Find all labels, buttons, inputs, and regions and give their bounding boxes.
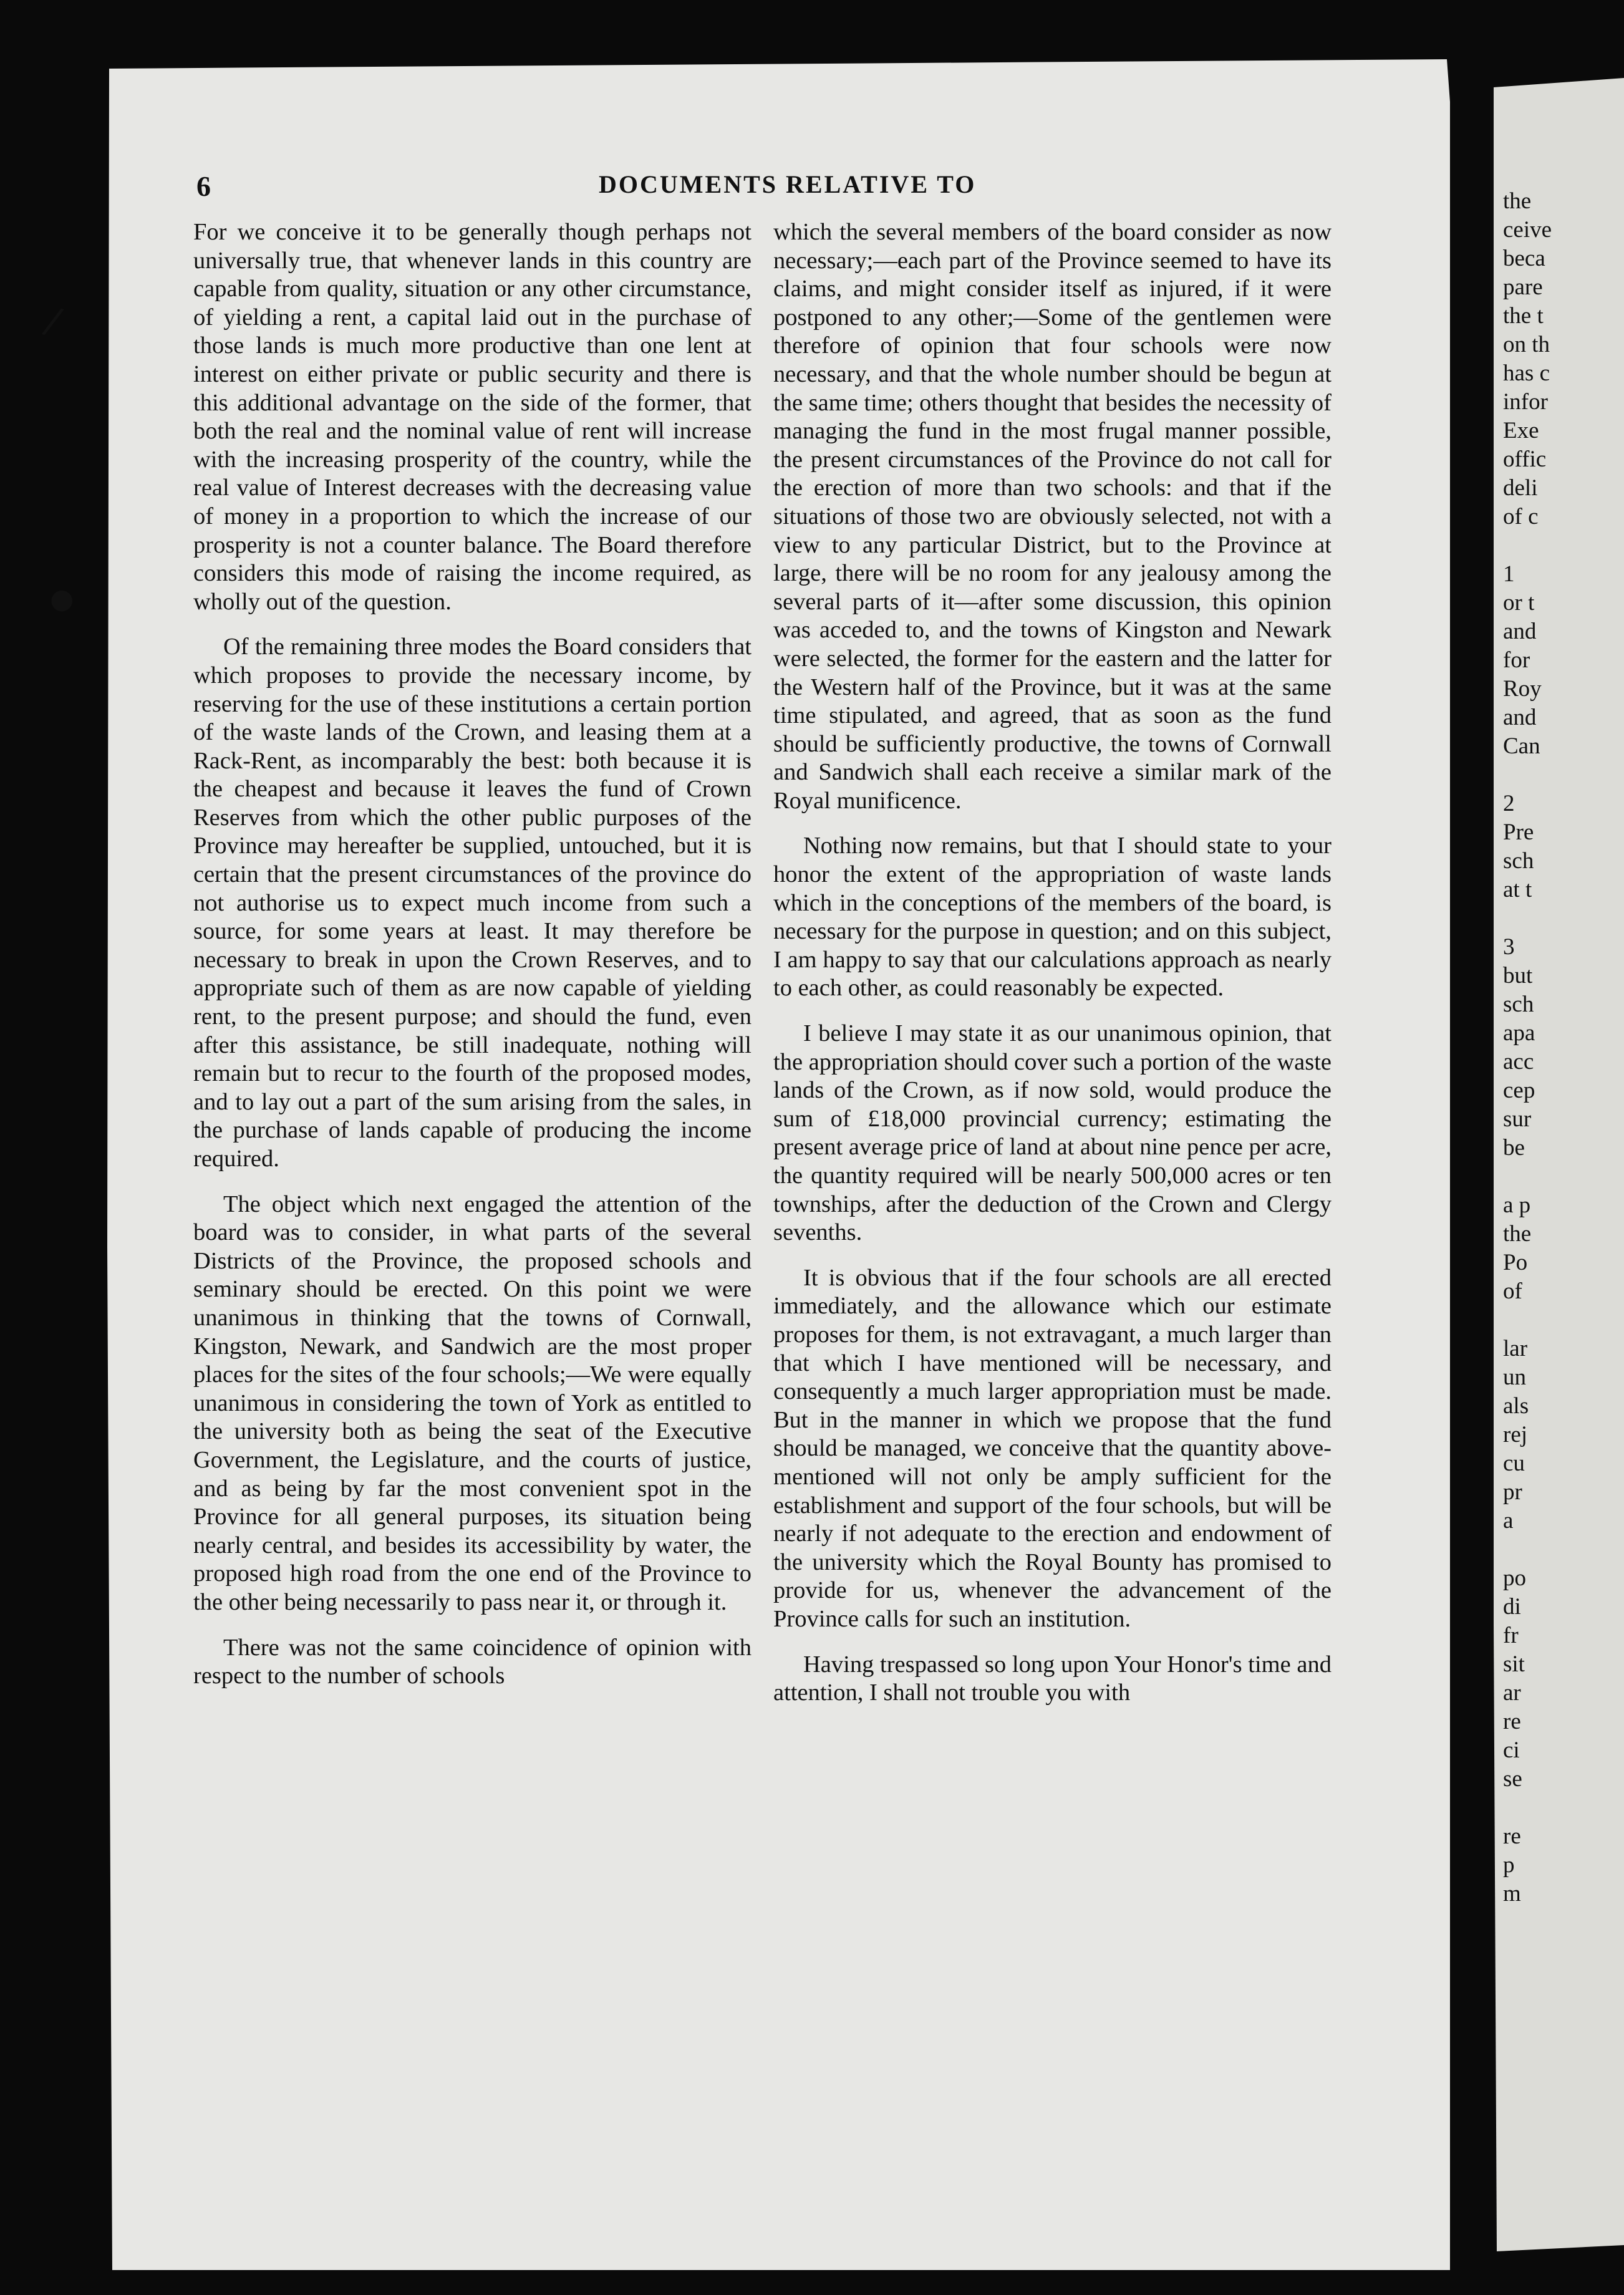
facing-page-fragment: acc xyxy=(1503,1049,1534,1075)
facing-page-fragment: lar xyxy=(1503,1336,1528,1361)
facing-page-fragment: sur xyxy=(1503,1106,1532,1132)
facing-page-fragment: on th xyxy=(1503,332,1550,357)
facing-page-fragment: apa xyxy=(1503,1020,1535,1046)
facing-page-fragment xyxy=(1503,531,1622,560)
facing-page-fragment: infor xyxy=(1503,389,1548,415)
facing-page-fragment: deli xyxy=(1503,475,1538,501)
facing-page-fragment: for xyxy=(1503,647,1530,673)
paragraph: Having trespassed so long upon Your Honor's time and attention, I shall not trouble you with xyxy=(773,1651,1332,1706)
facing-page-fragment: and xyxy=(1503,705,1537,730)
paragraph: The object which next engaged the attention of the board was to consider, in what parts of the several Districts of the Province, the proposed schools and seminary should be erected. On this point we were unanimous in thinking that the towns of Cornwall, Kingston, Newark, and Sandwich are the most proper places for the sites of the four schools;—We were equally unanimous in considering the town of York as entitled to the university both as being the seat of the Executive Government, the Legislature, and the courts of justice, and as being by far the most convenient spot in the Province for all general purposes, its situation being nearly central, and besides its accessibility by water, the proposed high road from the one end of the Province to the other being necessarily to pass near it, or through it. xyxy=(193,1191,752,1615)
paragraph: I believe I may state it as our unanimous opinion, that the appropriation should cover such a portion of the waste lands of the Crown, as if now sold, would produce the sum of £18,000 provincial currency; estimating the present average price of land at about nine pence per acre, the quantity required will be nearly 500,000 acres or ten townships, after the deduction of the Crown and Clergy sevenths. xyxy=(773,1020,1332,1246)
facing-page-fragment: sit xyxy=(1503,1651,1525,1677)
paragraph: Nothing now remains, but that I should state to your honor the extent of the appropriation of waste lands which in the conceptions of the members of the board, is necessary for the purpose in question; and on this subject, I am happy to say that our calculations approach as nearly to each other, as could reasonably be expected. xyxy=(773,833,1332,1002)
facing-page-fragment: Po xyxy=(1503,1250,1528,1275)
facing-page-fragment: fr xyxy=(1503,1623,1519,1648)
paragraph: Of the remaining three modes the Board considers that which proposes to provide the necessary income, by reserving for the use of these institutions a certain portion of the waste lands of the Crown, and leasing them at a Rack-Rent, as incomparably the best: both because it is the cheapest and because it leaves the fund of Crown Reserves from which the other public purposes of the Province may hereafter be supplied, untouched, but it is certain that the present circumstances of the province do not authorise us to expect much income from such a source, for some years at least. It may therefore be necessary to break in upon the Crown Reserves, and to appropriate such of them as are now capable of yielding rent, to the present purpose; and should the fund, even after this assistance, be still inadequate, nothing will remain but to recur to the fourth of the proposed modes, and to lay out a part of the sum arising from the sales, in the purchase of lands capable of producing the income required. xyxy=(193,634,752,1172)
facing-page-fragment xyxy=(1503,1535,1622,1564)
facing-page-fragment: and xyxy=(1503,619,1537,644)
facing-page-fragment: of c xyxy=(1503,504,1539,529)
facing-page-fragment: un xyxy=(1503,1365,1526,1390)
facing-page-fragment: re xyxy=(1503,1824,1521,1849)
facing-page-fragment xyxy=(1503,1794,1622,1822)
facing-page-fragment: se xyxy=(1503,1766,1522,1792)
facing-page-fragment: sch xyxy=(1503,992,1534,1017)
facing-page-fragment: beca xyxy=(1503,246,1545,271)
facing-page-fragment: p xyxy=(1503,1852,1515,1878)
facing-page-fragment: cep xyxy=(1503,1078,1535,1103)
facing-page-fragment: the t xyxy=(1503,303,1544,329)
facing-page-fragment: or t xyxy=(1503,590,1535,616)
facing-page-fragment xyxy=(1503,761,1622,790)
facing-page-column xyxy=(1503,187,1622,1908)
paragraph: There was not the same coincidence of opinion with respect to the number of schools xyxy=(193,1634,752,1689)
facing-page-fragment: pr xyxy=(1503,1479,1522,1505)
paragraph: It is obvious that if the four schools are all erected immediately, and the allowance which our estimate proposes for them, is not extravagant, a much larger than that which I have mentioned will be necessary, and consequently a much larger appropriation must be made. But in the manner in which we propose that the fund should be managed, we conceive that the quantity above-mentioned will not only be amply sufficient for the establishment and support of the four schools, but will be nearly if not adequate to the erection and endowment of the university which the Royal Bounty has promised to provide for us, whenever the advancement of the Province calls for such an institution. xyxy=(773,1264,1332,1632)
facing-page-fragment: has c xyxy=(1503,360,1550,386)
facing-page-fragment: cu xyxy=(1503,1451,1525,1476)
facing-page-fragment: 2 xyxy=(1503,791,1515,816)
facing-page-fragment xyxy=(1503,1306,1622,1335)
facing-page-fragment: als xyxy=(1503,1393,1529,1419)
facing-page-fragment: a xyxy=(1503,1508,1514,1534)
facing-page-fragment: re xyxy=(1503,1709,1521,1734)
left-column xyxy=(193,218,752,1708)
paragraph: which the several members of the board consider as now necessary;—each part of the Province seemed to have its claims, and might consider itself as injured, if it were postponed to any other;—Some of the gentlemen were therefore of opinion that four schools were now necessary, and that the whole number should be begun at the same time; others thought that besides the necessity of managing the fund in the most frugal manner possible, the present circumstances of the Province do not call for the erection of more than two schools: and that if the situations of those two are obviously selected, not with a view to any particular District, but to the Province at large, there will be no room for any jealousy among the several parts of it—after some discussion, this opinion was acceded to, and the towns of Kingston and Newark were selected, the former for the eastern and the latter for the Western half of the Province, but it was at the same time stipulated, and agreed, that as soon as the fund should be sufficiently productive, the towns of Cornwall and Sandwich shall each receive a similar mark of the Royal munificence. xyxy=(773,219,1332,814)
facing-page-fragment: ci xyxy=(1503,1737,1520,1763)
facing-page-fragment: ceive xyxy=(1503,217,1552,243)
facing-page-fragment: Exe xyxy=(1503,418,1539,443)
facing-page-fragment: be xyxy=(1503,1135,1525,1161)
facing-page-fragment: po xyxy=(1503,1565,1526,1591)
facing-page-fragment: 1 xyxy=(1503,561,1515,587)
facing-page-fragment: di xyxy=(1503,1594,1521,1620)
facing-page-fragment: ar xyxy=(1503,1680,1521,1706)
facing-page-fragment: 3 xyxy=(1503,934,1515,960)
facing-page-fragment: sch xyxy=(1503,848,1534,874)
facing-page-fragment: m xyxy=(1503,1881,1521,1906)
paragraph: For we conceive it to be generally though perhaps not universally true, that whenever lands in this country are capable from quality, situation or any other circumstance, of yielding a rent, a capital laid out in the purchase of those lands is much more productive than one lent at interest on either private or public security and there is this additional advantage on the side of the former, that both the real and the nominal value of rent will increase with the increasing prosperity of the country, while the real value of Interest decreases with the decreasing value of money in a proportion to which the increase of our prosperity is not a counter balance. The Board therefore considers this mode of raising the income required, as wholly out of the question. xyxy=(193,219,752,615)
right-column xyxy=(773,218,1332,1724)
margin-mark: ● xyxy=(50,583,74,615)
facing-page-fragment: at t xyxy=(1503,877,1532,902)
facing-page-fragment: a p xyxy=(1503,1192,1531,1218)
facing-page-fragment: the xyxy=(1503,1221,1532,1247)
running-head: DOCUMENTS RELATIVE TO xyxy=(599,170,977,198)
page-number: 6 xyxy=(196,170,211,202)
margin-mark: / xyxy=(39,298,67,344)
facing-page-fragment: Can xyxy=(1503,733,1540,759)
facing-page-fragment: of xyxy=(1503,1278,1522,1304)
facing-page-fragment: pare xyxy=(1503,274,1543,300)
facing-page-fragment: Roy xyxy=(1503,676,1542,702)
facing-page-fragment xyxy=(1503,1162,1622,1191)
facing-page-fragment: but xyxy=(1503,963,1533,988)
facing-page-fragment: Pre xyxy=(1503,819,1534,845)
facing-page-fragment xyxy=(1503,904,1622,933)
facing-page-fragment: offic xyxy=(1503,447,1547,472)
facing-page-fragment: rej xyxy=(1503,1422,1528,1447)
facing-page-fragment: the xyxy=(1503,188,1532,214)
